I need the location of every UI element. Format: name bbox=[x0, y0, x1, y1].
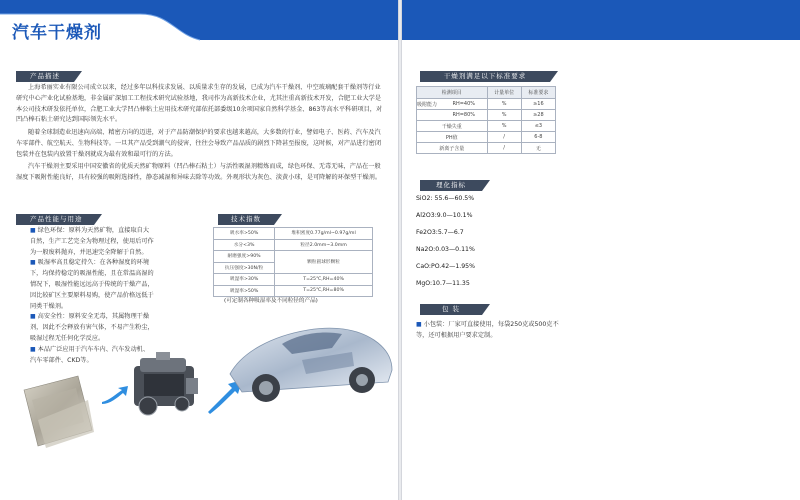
table-cell: 堆积密度0.77g/ml~0.97g/ml bbox=[275, 228, 373, 240]
packaging-heading: 包 装 bbox=[420, 304, 482, 315]
arrow-icon bbox=[100, 384, 130, 406]
square-bullet-icon: ■ bbox=[30, 227, 36, 234]
table-cell: 耐磨强度>90% bbox=[214, 251, 275, 263]
tech-table bbox=[213, 227, 373, 297]
table-row bbox=[417, 99, 556, 110]
feature-item-text: 吸湿率高且稳定持久：在各种湿度的环境下，均保持稳定的吸湿性能，且在常温高湿的情况下，吸湿性能远远高于传统的干燥产品，因比较矿区主要原料易购，使产品价格远低于同类干燥剂。 bbox=[30, 259, 154, 310]
feature-item bbox=[30, 226, 154, 258]
features-heading: 产品性能与用途 bbox=[16, 214, 94, 225]
table-cell: / bbox=[487, 132, 521, 143]
chem-item: MgO:10.7—11.35 bbox=[416, 280, 470, 287]
features-list bbox=[30, 226, 154, 366]
table-cell-text: RH=40% bbox=[452, 101, 476, 107]
table-cell: ≤3 bbox=[521, 121, 555, 132]
table-row bbox=[214, 285, 373, 297]
table-cell: % bbox=[487, 99, 521, 110]
table-cell bbox=[417, 99, 488, 110]
table-cell: / bbox=[487, 143, 521, 154]
square-bullet-icon: ■ bbox=[416, 321, 422, 328]
feature-item-text: 本品广泛应用于汽车车内、汽车发动机、汽车零部件、CKD等。 bbox=[30, 345, 150, 364]
desiccant-bag-image bbox=[18, 370, 98, 450]
table-cell: 抗压强度>30N/粒 bbox=[214, 262, 275, 274]
table-row bbox=[417, 132, 556, 143]
page-spine bbox=[398, 0, 402, 500]
table-row bbox=[214, 228, 373, 240]
table-cell: 吸水率>50% bbox=[214, 228, 275, 240]
table-cell: 无 bbox=[521, 143, 555, 154]
table-cell: T=25℃,RH=40% bbox=[275, 274, 373, 286]
chem-item: Fe2O3:5.7—6.7 bbox=[416, 229, 464, 236]
standard-table bbox=[416, 86, 556, 154]
table-cell: 6-8 bbox=[521, 132, 555, 143]
table-cell: 粒径2.0mm~3.0mm bbox=[275, 239, 373, 251]
chem-item: SiO2: 55.6—60.5% bbox=[416, 195, 475, 202]
table-cell: 水分<3% bbox=[214, 239, 275, 251]
table-row bbox=[417, 121, 556, 132]
table-cell: 颗粒圆球形颗粒 bbox=[275, 251, 373, 274]
table-header-row bbox=[417, 87, 556, 99]
tech-note: (可定制各种吸湿率及不同粒径的产品) bbox=[224, 298, 318, 304]
standard-heading: 干燥剂满足以下标准要求 bbox=[420, 71, 550, 82]
table-cell: 吸湿率>30% bbox=[214, 274, 275, 286]
table-row bbox=[214, 274, 373, 286]
square-bullet-icon: ■ bbox=[30, 259, 36, 267]
description-paragraph-2: 随着全球制造业迅速向高端、精密方向的迈进，对于产品防潮保护的要求也越来越高，大多数的行业，譬如电子、医药、汽车及汽车零部件、航空航天、生物科技等。一旦其产品受到潮气的侵害，往往会导致产品品质的剧烈下降甚至报废，这时候，对产品进行密闭包装并在包装内放置干燥剂就成为最有效和最可行的方法。 bbox=[16, 129, 382, 158]
table-cell: ≥16 bbox=[521, 99, 555, 110]
feature-item-text: 高安全性：原料安全无毒，其属物理干燥剂，因此不会释放有害气体，不易产生粉尘，吸湿过程无任何化学反应。 bbox=[30, 313, 154, 342]
table-header-cell: 标准要求 bbox=[521, 87, 555, 99]
table-row bbox=[417, 110, 556, 121]
engine-image bbox=[126, 348, 206, 422]
tech-heading: 技术指数 bbox=[218, 214, 274, 225]
square-bullet-icon: ■ bbox=[30, 345, 36, 353]
table-cell: PH值 bbox=[417, 132, 488, 143]
table-header-cell: 计量单位 bbox=[487, 87, 521, 99]
chem-item: Al2O3:9.0—10.1% bbox=[416, 212, 473, 219]
table-cell: % bbox=[487, 121, 521, 132]
chem-heading: 理化指标 bbox=[420, 180, 482, 191]
table-cell: T=25℃,RH=80% bbox=[275, 285, 373, 297]
table-row bbox=[417, 143, 556, 154]
packaging-text: 小包装：厂家可直接使用，每袋250克或500克不等，还可根据用户要求定制。 bbox=[416, 321, 559, 339]
table-cell: ≥28 bbox=[521, 110, 555, 121]
table-cell: 新离子含量 bbox=[417, 143, 488, 154]
chem-item: CaO:PO.42—1.95% bbox=[416, 263, 475, 270]
chem-item: Na2O:0.03—0.11% bbox=[416, 246, 475, 253]
table-cell: 干燥失重 bbox=[417, 121, 488, 132]
table-cell: 吸湿率>50% bbox=[214, 285, 275, 297]
feature-item bbox=[30, 258, 154, 312]
table-row bbox=[214, 239, 373, 251]
square-bullet-icon: ■ bbox=[30, 313, 36, 321]
table-cell: RH=80% bbox=[417, 110, 488, 121]
sports-car-image bbox=[222, 300, 398, 412]
description-paragraph-3: 汽车干燥剂主要采用中国安徽省的优质天然矿物原料（凹凸棒石粘土）与活性吸湿剂精炼而成，绿色环保、无毒无味，产品在一般湿度下吸附性能良好，具有较强的吸附选择性，静态减湿和异味去除等功效。外观形状为灰色、淡黄小球，是可降解的环保型干燥剂。 bbox=[16, 163, 382, 181]
packaging-text-block bbox=[416, 320, 566, 342]
table-cell: % bbox=[487, 110, 521, 121]
feature-item bbox=[30, 312, 154, 344]
description-paragraph-1: 上海希丽实业有限公司成立以来，经过多年以科技求发展、以质量求生存的发展，已成为汽车干燥剂、中空玻璃配套干燥剂等行业研究中心产业化试验基地，非金属矿深加工工程技术研究试验基地，我司作为高新技术企业，尤其注重高新技术开发，合肥工业大学是本公司技术研发依托单位，合肥工业大学凹凸棒粘土应用技术研究部依托部委级10余项国家自然科学基金、863等高水平科研项目，对凹凸棒石粘土研究达到国际领先水平。 bbox=[16, 84, 383, 124]
table-row bbox=[214, 251, 373, 263]
group-label: 吸附能力 bbox=[417, 101, 438, 108]
chem-list bbox=[416, 194, 475, 289]
feature-item-text: 绿色环保：原料为天然矿物，直接取自大自然，生产工艺完全为物理过程，使用后可作为一般废料抛弃，并迅速完全降解于自然。 bbox=[30, 227, 154, 256]
page-title: 汽车干燥剂 bbox=[12, 23, 102, 43]
table-header-cell: 检测项目 bbox=[417, 87, 488, 99]
description-heading: 产品描述 bbox=[16, 71, 74, 82]
